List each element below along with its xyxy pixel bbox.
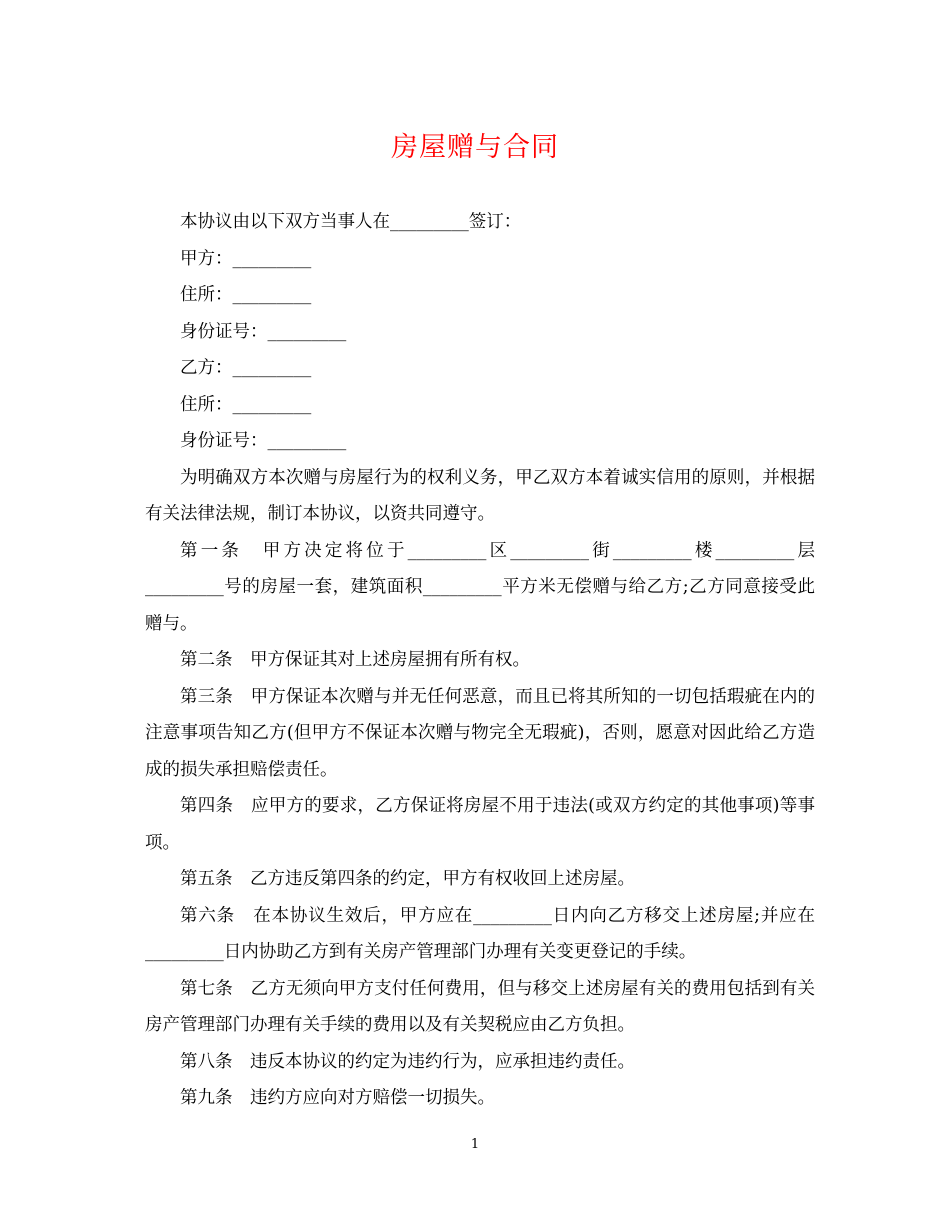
paragraph-signing-place: 本协议由以下双方当事人在_________签订： xyxy=(180,212,522,232)
document-title: 房屋赠与合同 xyxy=(391,132,559,163)
article-2: 第二条 甲方保证其对上述房屋拥有所有权。 xyxy=(180,650,530,670)
article-7: 第七条 乙方无须向甲方支付任何费用，但与移交上述房屋有关的费用包括到有关房产管理部门办理有关手续的费用以及有关契税应由乙方负担。 xyxy=(145,978,815,1035)
article-6: 第六条 在本协议生效后，甲方应在_________日内向乙方移交上述房屋;并应在_________日内协助乙方到有关房产管理部门办理有关变更登记的手续。 xyxy=(145,905,815,962)
paragraph-party-a: 甲方：_________ xyxy=(180,248,312,269)
article-4: 第四条 应甲方的要求，乙方保证将房屋不用于违法(或双方约定的其他事项)等事项。 xyxy=(145,796,815,853)
page-number: 1 xyxy=(470,1137,480,1152)
paragraph-party-b-id: 身份证号：_________ xyxy=(180,431,347,451)
article-9: 第九条 违约方应向对方赔偿一切损失。 xyxy=(180,1088,495,1108)
paragraph-party-b: 乙方：_________ xyxy=(180,358,312,378)
document-body xyxy=(145,204,815,1117)
article-8: 第八条 违反本协议的约定为违约行为，应承担违约责任。 xyxy=(180,1051,635,1072)
article-5: 第五条 乙方违反第四条的约定，甲方有权收回上述房屋。 xyxy=(180,869,635,889)
paragraph-party-a-address: 住所：_________ xyxy=(180,285,312,305)
article-3: 第三条 甲方保证本次赠与并无任何恶意，而且已将其所知的一切包括瑕疵在内的注意事项告知乙方(但甲方不保证本次赠与物完全无瑕疵)，否则，愿意对因此给乙方造成的损失承担赔偿责任。 xyxy=(145,686,815,780)
paragraph-party-a-id: 身份证号：_________ xyxy=(180,321,347,342)
article-1: 第一条 甲方决定将位于_________区_________街_________楼_________层_________号的房屋一套，建筑面积_________平方米无偿赠与给乙方;乙方同意接受此赠与。 xyxy=(145,540,815,634)
paragraph-party-b-address: 住所：_________ xyxy=(180,394,312,415)
paragraph-preamble: 为明确双方本次赠与房屋行为的权利义务，甲乙双方本着诚实信用的原则，并根据有关法律法规，制订本协议，以资共同遵守。 xyxy=(145,467,815,524)
